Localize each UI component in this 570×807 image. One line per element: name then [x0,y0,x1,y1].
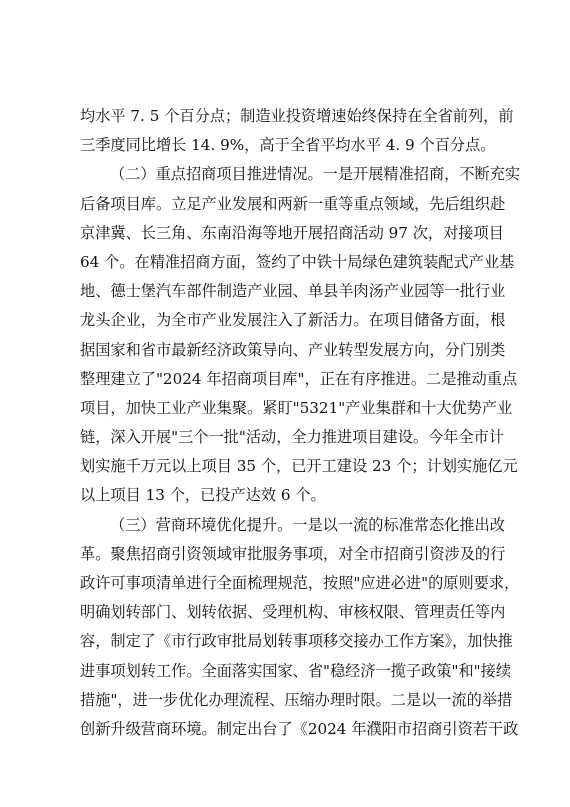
text-line: 划实施千万元以上项目 35 个，已开工建设 23 个；计划实施亿元 [80,457,518,476]
text-line: 明确划转部门、划转依据、受理机构、审核权限、管理责任等内 [80,603,506,622]
document-body [80,102,521,744]
text-line: 措施"，进一步优化办理流程、压缩办理时限。二是以一流的举措 [80,690,513,709]
text-line: 三季度同比增长 14. 9%，高于全省平均水平 4. 9 个百分点。 [80,136,496,155]
text-line: 64 个。在精准招商方面，签约了中铁十局绿色建筑装配式产业基 [80,252,515,271]
text-line: 后备项目库。立足产业发展和两新一重等重点领域，先后组织赴 [80,194,506,213]
text-line: 据国家和省市最新经济政策导向、产业转型发展方向，分门别类 [80,340,506,359]
text-line: 地、德士堡汽车部件制造产业园、单县羊肉汤产业园等一批行业 [80,282,506,301]
text-line: 龙头企业，为全市产业发展注入了新活力。在项目储备方面，根 [80,311,506,330]
text-line: 进事项划转工作。全面落实国家、省"稳经济一揽子政策"和"接续 [80,661,512,680]
section-heading-line: （二）重点招商项目推进情况。一是开展精准招商，不断充实 [110,165,521,184]
text-line: 创新升级营商环境。制定出台了《2024 年濮阳市招商引资若干政 [80,719,519,738]
text-line: 均水平 7. 5 个百分点；制造业投资增速始终保持在全省前列，前 [80,107,514,125]
text-line: 项目，加快工业产业集聚。紧盯"5321"产业集群和十大优势产业 [80,398,513,417]
text-line: 链，深入开展"三个一批"活动，全力推进项目建设。今年全市计 [80,428,505,447]
text-line: 整理建立了"2024 年招商项目库"，正在有序推进。二是推动重点 [80,369,518,388]
text-line: 革。聚焦招商引资领域审批服务事项，对全市招商引资涉及的行 [80,544,506,563]
section-heading-line: （三）营商环境优化提升。一是以一流的标准常态化推出改 [110,515,505,534]
text-line: 以上项目 13 个，已投产达效 6 个。 [80,486,326,505]
text-line: 政许可事项清单进行全面梳理规范，按照"应进必进"的原则要求， [80,574,520,592]
text-line: 容，制定了《市行政审批局划转事项移交接办工作方案》，加快推 [80,632,513,651]
text-line: 京津冀、长三角、东南沿海等地开展招商活动 97 次，对接项目 [80,223,504,242]
